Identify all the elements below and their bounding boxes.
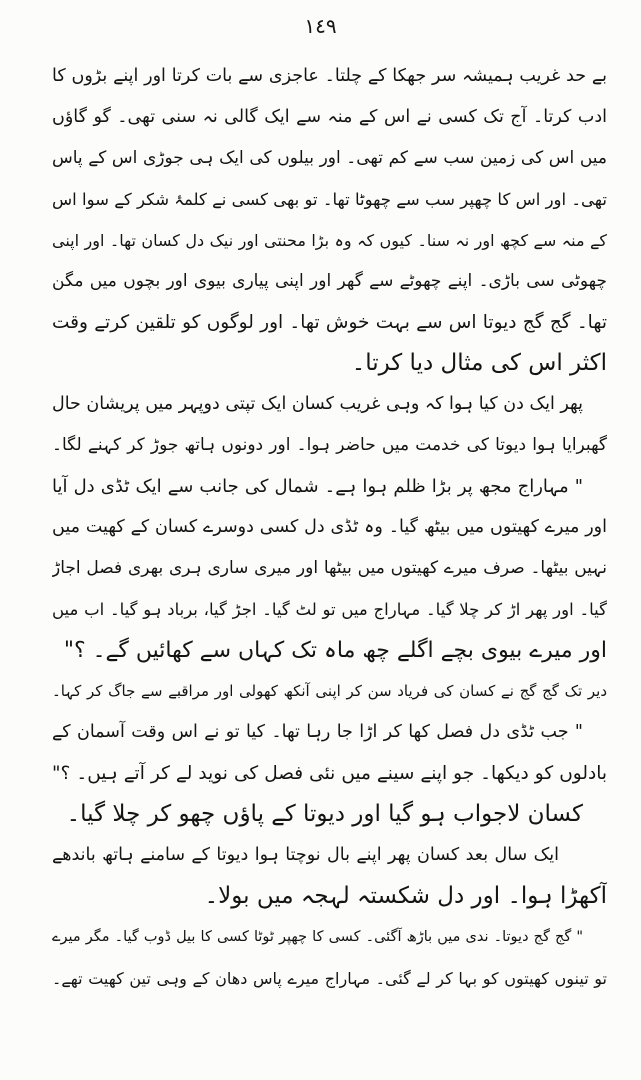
text-line: " جب ٹڈی دل فصل کھا کر اڑا جا رہا تھا۔ کیا تو نے اس وقت آسمان کے	[52, 722, 583, 742]
text-line: نہیں بیٹھا۔ صرف میرے کھیتوں میں بیٹھا اور میری ساری ہری بھری فصل اجاڑ	[52, 558, 607, 578]
text-line: اکثر اس کی مثال دیا کرتا۔	[351, 350, 607, 376]
text-line: کے منہ سے کچھ اور نہ سنا۔ کیوں کہ وہ بڑا محنتی اور نیک دل کسان تھا۔ اور اپنی	[52, 231, 607, 250]
text-line: تھا۔ گج گج دیوتا اس سے بہت خوش تھا۔ اور لوگوں کو تلقین کرتے وقت	[52, 312, 607, 333]
text-line: دیر تک گج گج نے کسان کی فریاد سن کر اپنی آنکھ کھولی اور مراقبے سے جاگ کر کہا۔	[52, 682, 607, 700]
text-line: آکھڑا ہوا۔ اور دل شکستہ لہجہ میں بولا۔	[204, 883, 607, 909]
text-line: چھوٹی سی باڑی۔ اپنے چھوٹے سے گھر اور اپنی پیاری بیوی اور بچوں میں مگن	[52, 271, 607, 291]
text-line: گھبرایا ہوا دیوتا کی خدمت میں حاضر ہوا۔ اور دونوں ہاتھ جوڑ کر کہنے لگا۔	[52, 435, 607, 455]
text-line: تھی۔ اور اس کا چھپر سب سے چھوٹا تھا۔ تو بھی کسی نے کلمۂ شکر کے سوا اس	[52, 190, 607, 209]
text-line: پھر ایک دن کیا ہوا کہ وہی غریب کسان ایک تپتی دوپہر میں پریشان حال	[52, 394, 583, 414]
text-line: تو تینوں کھیتوں کو بہا کر لے گئی۔ مہاراج میرے پاس دھان کے وہی تین کھیت تھے۔	[52, 969, 607, 988]
page-text-body	[52, 56, 607, 999]
text-line: میں اس کی زمین سب سے کم تھی۔ اور بیلوں کی ایک ہی جوڑی اس کے پاس	[52, 148, 607, 168]
text-line: " گج گج دیوتا۔ ندی میں باڑھ آگئی۔ کسی کا چھپر ٹوٹا کسی کا بیل ڈوب گیا۔ مگر میرے	[52, 929, 583, 945]
text-line: اور میرے بیوی بچے اگلے چھ ماہ تک کہاں سے کھائیں گے۔ ؟"	[63, 638, 607, 663]
text-line: ادب کرتا۔ آج تک کسی نے اس کے منہ سے ایک گالی نہ سنی تھی۔ گو گاؤں	[52, 107, 607, 127]
text-line: گیا۔ اور پھر اڑ کر چلا گیا۔ مہاراج میں تو لٹ گیا۔ اجڑ گیا، برباد ہو گیا۔ اب میں	[52, 600, 607, 619]
page-number: ١٤٩	[304, 14, 337, 38]
text-line: اور میرے کھیتوں میں بیٹھ گیا۔ وہ ٹڈی دل کسی دوسرے کسان کے کھیت میں	[52, 517, 607, 537]
text-line: کسان لاجواب ہو گیا اور دیوتا کے پاؤں چھو کر چلا گیا۔	[66, 801, 583, 827]
text-line: بادلوں کو دیکھا۔ جو اپنے سینے میں نئی فصل کی نوید لے کر آتے ہیں۔ ؟"	[52, 763, 607, 784]
text-line: " مہاراج مجھ پر بڑا ظلم ہوا ہے۔ شمال کی جانب سے ایک ٹڈی دل آیا	[52, 476, 583, 497]
text-line: بے حد غریب ہمیشہ سر جھکا کے چلتا۔ عاجزی سے بات کرتا اور اپنے بڑوں کا	[52, 66, 607, 86]
text-line: ایک سال بعد کسان پھر اپنے بال نوچتا ہوا دیوتا کے سامنے ہاتھ باندھے	[52, 845, 559, 865]
